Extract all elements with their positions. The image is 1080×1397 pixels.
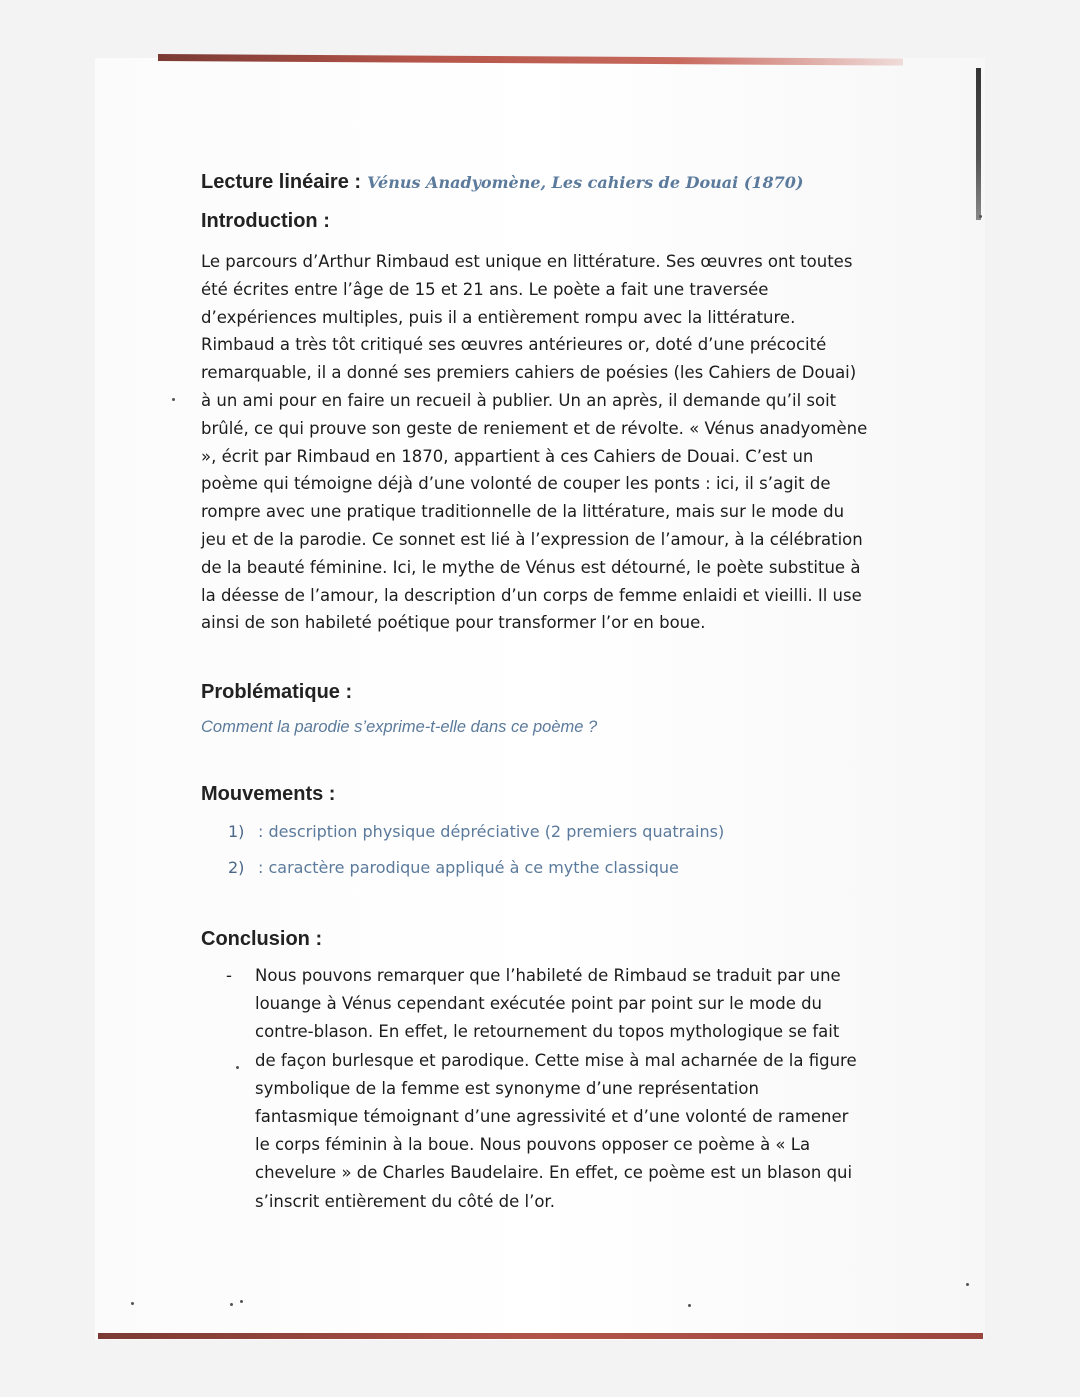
mouvements-heading: Mouvements :	[201, 783, 336, 805]
problematique-heading: Problématique :	[201, 681, 353, 703]
mouvement-item	[228, 820, 724, 856]
introduction-text: Le parcours d’Arthur Rimbaud est unique en littérature. Ses œuvres ont toutes été écrites entre l’âge de 15 et 21 ans. Le poète a fait une traversée d’expériences multiples, puis il a entièrement rompu avec la littérature. Rimbaud a très tôt critiqué ses œuvres antérieures or, doté d’une précocité remarquable, il a donné ses premiers cahiers de poésies (les Cahiers de Douai) à un ami pour en faire un recueil à publier. Un an après, il demande qu’il soit brûlé, ce qui prouve son geste de reniement et de révolte. « Vénus anadyomène », écrit par Rimbaud en 1870, appartient à ces Cahiers de Douai. C’est un poème qui témoigne déjà d’une volonté de couper les ponts : ici, il s’agit de rompre avec une pratique traditionnelle de la littérature, mais sur le mode du jeu et de la parodie. Ce sonnet est lié à l’expression de l’amour, à la célébration de la beauté féminine. Ici, le mythe de Vénus est détourné, le poète substitue à la déesse de l’amour, la description d’un corps de femme enlaidi et vieilli. Il use ainsi de son habileté poétique pour transformer l’or en boue.	[201, 252, 868, 633]
title-label: Lecture linéaire :	[201, 171, 362, 193]
problematique-question: Comment la parodie s’exprime-t-elle dans ce poème ?	[201, 718, 598, 736]
conclusion-heading: Conclusion :	[201, 928, 323, 950]
conclusion-bullet: -	[226, 966, 232, 985]
mouvement-number: 2)	[228, 858, 245, 877]
title-subtitle: Vénus Anadyomène, Les cahiers de Douai (1870)	[367, 173, 804, 192]
conclusion-text: Nous pouvons remarquer que l’habileté de Rimbaud se traduit par une louange à Vénus cependant exécutée point par point sur le mode du contre-blason. En effet, le retournement du topos mythologique se fait de façon burlesque et parodique. Cette mise à mal acharnée de la figure symbolique de la femme est synonyme d’une représentation fantasmique témoignant d’une agressivité et d’une volonté de ramener le corps féminin à la boue. Nous pouvons opposer ce poème à « La chevelure » de Charles Baudelaire. En effet, ce poème est un blason qui s’inscrit entièrement du côté de l’or.	[255, 966, 857, 1211]
mouvement-item	[228, 856, 724, 892]
document-title	[201, 171, 803, 194]
mouvement-text: : caractère parodique appliqué à ce mythe classique	[258, 858, 679, 877]
mouvement-text: : description physique dépréciative (2 premiers quatrains)	[258, 822, 725, 841]
introduction-heading: Introduction :	[201, 210, 330, 232]
mouvements-list	[228, 820, 724, 892]
mouvement-number: 1)	[228, 822, 245, 841]
